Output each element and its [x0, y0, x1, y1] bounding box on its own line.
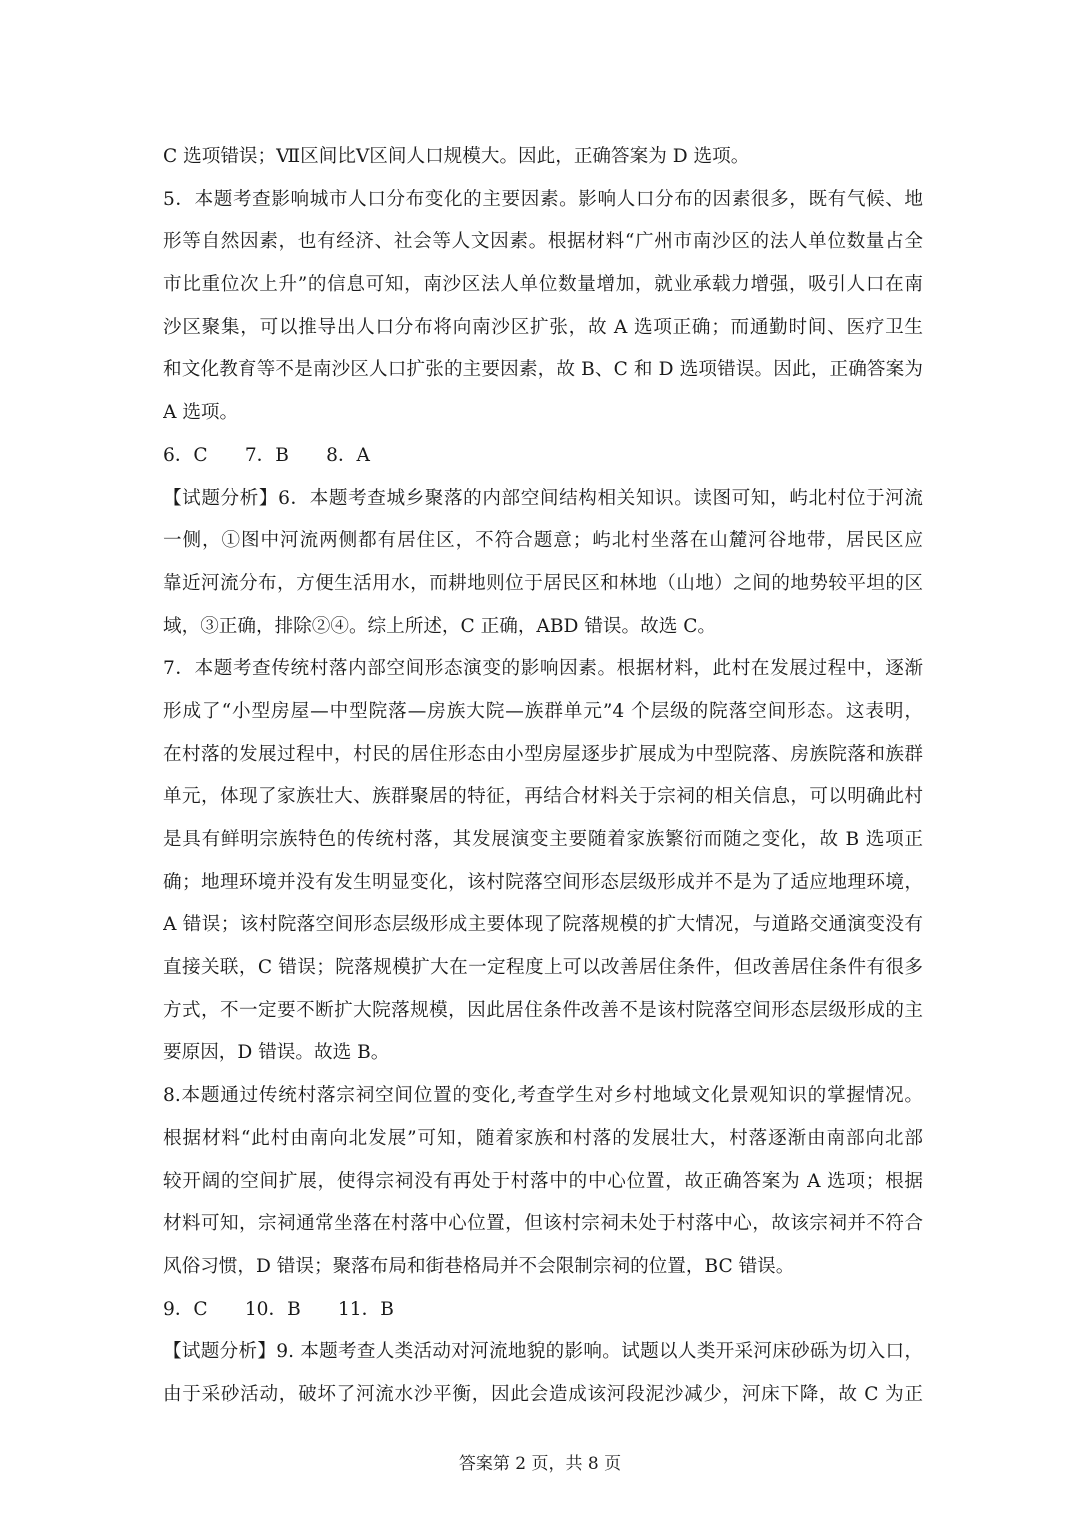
text-line: A 选项。 — [163, 402, 239, 424]
text-line: 风俗习惯，D 错误；聚落布局和街巷格局并不会限制宗祠的位置，BC 错误。 — [163, 1255, 795, 1277]
answer-key-line: 9．C 10．B 11．B — [163, 1298, 394, 1320]
text-line: 域，③正确，排除②④。综上所述，C 正确，ABD 错误。故选 C。 — [163, 615, 717, 637]
text-line: 材料可知，宗祠通常坐落在村落中心位置，但该村宗祠未处于村落中心，故该宗祠并不符合 — [163, 1213, 923, 1235]
text-line: 【试题分析】6．本题考查城乡聚落的内部空间结构相关知识。读图可知，屿北村位于河流 — [163, 487, 923, 509]
text-line: C 选项错误；Ⅶ区间比Ⅴ区间人口规模大。因此，正确答案为 D 选项。 — [163, 146, 750, 167]
text-line: 市比重位次上升”的信息可知，南沙区法人单位数量增加，就业承载力增强，吸引人口在南 — [163, 274, 923, 296]
text-line: 5．本题考查影响城市人口分布变化的主要因素。影响人口分布的因素很多，既有气候、地 — [163, 188, 923, 210]
text-line: A 错误；该村院落空间形态层级形成主要体现了院落规模的扩大情况，与道路交通演变没有 — [163, 914, 923, 936]
answer-key-line: 6．C 7．B 8．A — [163, 444, 370, 466]
text-line: 形等自然因素，也有经济、社会等人文因素。根据材料“广州市南沙区的法人单位数量占全 — [163, 231, 923, 253]
text-line: 单元，体现了家族壮大、族群聚居的特征，再结合材料关于宗祠的相关信息，可以明确此村 — [163, 786, 923, 808]
text-line: 形成了“小型房屋—中型院落—房族大院—族群单元”4 个层级的院落空间形态。这表明， — [163, 700, 923, 722]
text-line: 沙区聚集，可以推导出人口分布将向南沙区扩张，故 A 选项正确；而通勤时间、医疗卫生 — [163, 316, 923, 338]
text-line: 确；地理环境并没有发生明显变化，该村院落空间形态层级形成并不是为了适应地理环境， — [163, 871, 923, 893]
text-line: 根据材料“此村由南向北发展”可知，随着家族和村落的发展壮大，村落逐渐由南部向北部 — [163, 1127, 923, 1149]
text-line: 【试题分析】9. 本题考查人类活动对河流地貌的影响。试题以人类开采河床砂砾为切入口， — [163, 1341, 923, 1363]
text-line: 和文化教育等不是南沙区人口扩张的主要因素，故 B、C 和 D 选项错误。因此，正确答案为 — [163, 359, 923, 381]
answer-text-body — [163, 136, 923, 1417]
text-line: 要原因，D 错误。故选 B。 — [163, 1042, 390, 1064]
text-line: 较开阔的空间扩展，使得宗祠没有再处于村落中的中心位置，故正确答案为 A 选项；根据 — [163, 1170, 923, 1192]
text-line: 在村落的发展过程中，村民的居住形态由小型房屋逐步扩展成为中型院落、房族院落和族群 — [163, 743, 923, 765]
text-line: 靠近河流分布，方便生活用水，而耕地则位于居民区和林地（山地）之间的地势较平坦的区 — [163, 572, 923, 594]
page-footer: 答案第 2 页，共 8 页 — [458, 1454, 622, 1474]
text-line: 由于采砂活动，破坏了河流水沙平衡，因此会造成该河段泥沙减少，河床下降，故 C 为正 — [163, 1383, 923, 1405]
text-line: 直接关联，C 错误；院落规模扩大在一定程度上可以改善居住条件，但改善居住条件有很多 — [163, 957, 923, 979]
text-line: 是具有鲜明宗族特色的传统村落，其发展演变主要随着家族繁衍而随之变化，故 B 选项正 — [163, 829, 923, 850]
text-line: 一侧，①图中河流两侧都有居住区，不符合题意；屿北村坐落在山麓河谷地带，居民区应 — [163, 530, 923, 552]
text-line: 方式，不一定要不断扩大院落规模，因此居住条件改善不是该村院落空间形态层级形成的主 — [163, 999, 923, 1021]
text-line: 7．本题考查传统村落内部空间形态演变的影响因素。根据材料，此村在发展过程中，逐渐 — [163, 658, 923, 680]
text-line: 8.本题通过传统村落宗祠空间位置的变化,考查学生对乡村地域文化景观知识的掌握情况。 — [163, 1085, 923, 1107]
